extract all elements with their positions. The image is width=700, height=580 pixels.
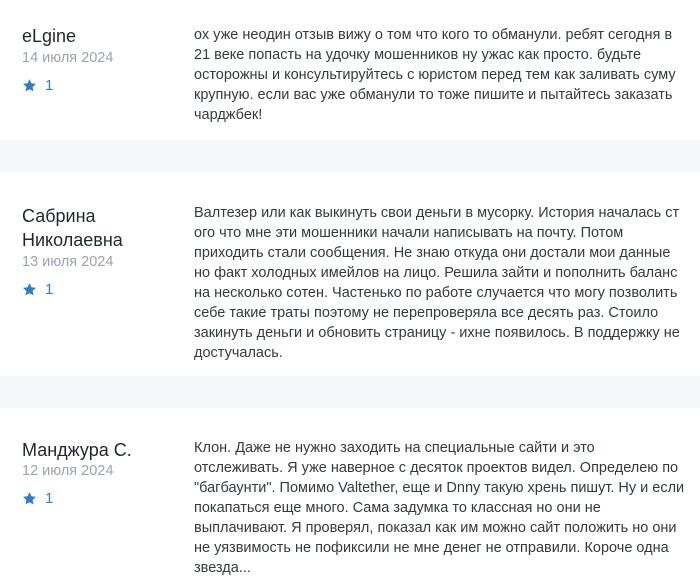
review-author: Манджура С. xyxy=(22,440,132,460)
star-icon xyxy=(22,282,37,297)
review-card xyxy=(0,0,700,140)
review-date: 14 июля 2024 xyxy=(22,50,114,66)
review-rating xyxy=(22,75,53,95)
star-icon xyxy=(22,78,37,93)
review-card xyxy=(0,172,700,376)
review-text: ох уже неодин отзыв вижу о том что кого то обманули. ребят сегодня в 21 веке попасть на удочку мошенников ну ужас как просто. будьте осторожны и консультируйтесь с юристом перед тем как заливать суму крупную. если вас уже обманули то тоже пишите и пытайтесь заказать чарджбек! xyxy=(194,27,676,123)
rating-value: 1 xyxy=(45,280,54,298)
review-text: Клон. Даже не нужно заходить на специальные сайти и это отслеживать. Я уже наверное с десяток проектов видел. Определею по "багбаунти". Помимо Valtether, еще и Dnny такую хрень пишут. Ну и если покапаться еще много. Сама задумка то классная но они не выплачивают. Я проверял, показал как им можно сайт положить но они не уязвимость не пофиксили не мне денег не отправили. Короче одна звезда... xyxy=(194,440,685,576)
review-card xyxy=(0,408,700,580)
review-date: 12 июля 2024 xyxy=(22,463,114,479)
review-text: Валтезер или как выкинуть свои деньги в мусорку. История началась ст ого что мне эти мошенники начали написывать на почту. Потом приходить стали сообщения. Не знаю откуда они достали мои данные но факт холодных имейлов на лицо. Решила зайти и пополнить баланс на несколько сотен. Частенько по работе случается что могу позволить себе такие траты поэтому не перепроверяла все десять раз. Стоило закинуть деньги и обновить страницу - ихне появилось. В поддержку не достучалась. xyxy=(194,205,680,361)
star-icon xyxy=(22,491,37,506)
review-rating xyxy=(22,279,53,299)
review-separator xyxy=(0,376,700,408)
rating-value: 1 xyxy=(45,76,54,94)
review-separator xyxy=(0,140,700,172)
review-author: Сабрина Николаевна xyxy=(22,206,123,250)
review-rating xyxy=(22,488,53,508)
review-date: 13 июля 2024 xyxy=(22,254,114,270)
review-author: eLgine xyxy=(22,26,77,46)
rating-value: 1 xyxy=(45,489,54,507)
